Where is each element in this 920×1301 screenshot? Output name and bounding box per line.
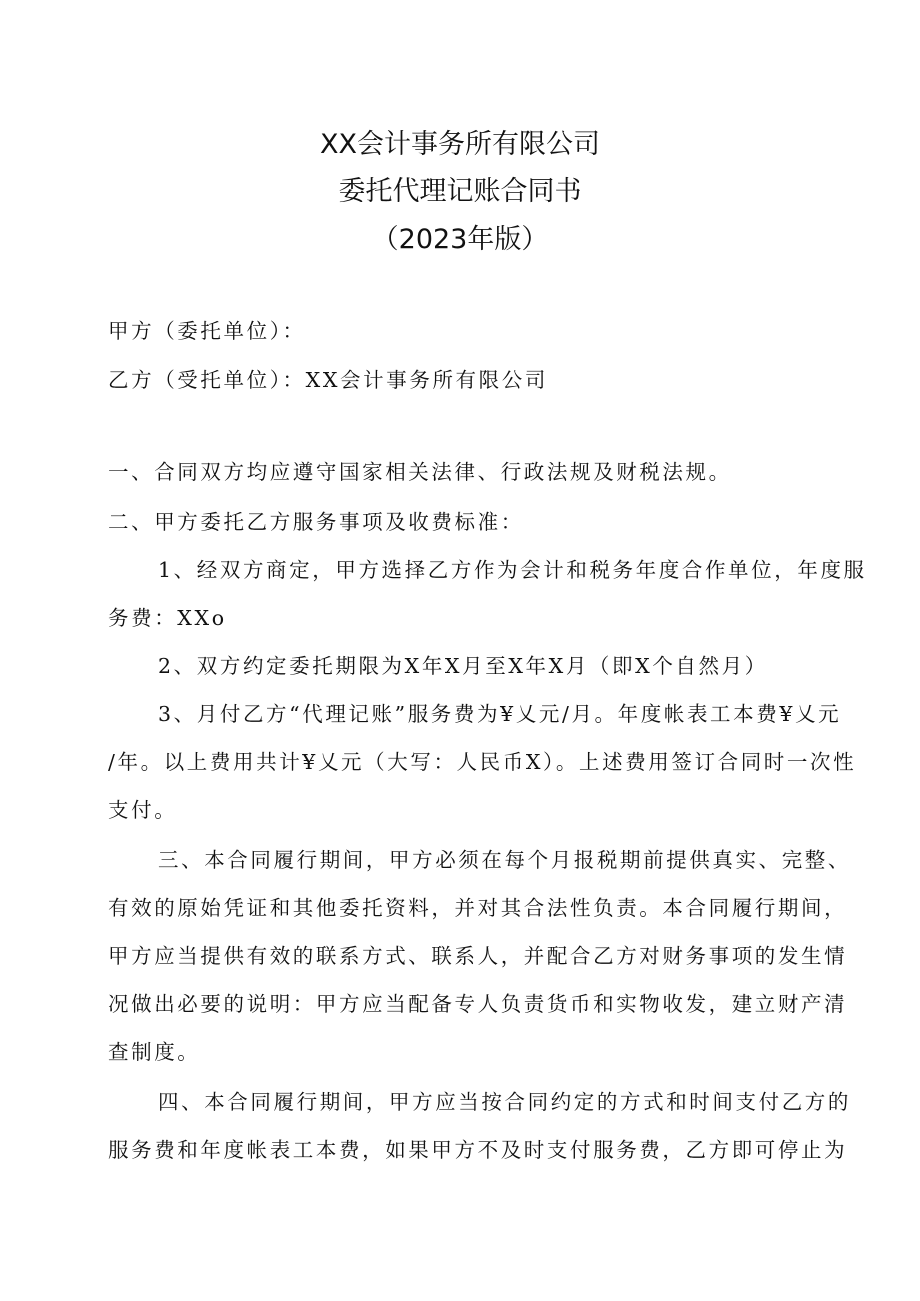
clause-2-item-1-line: 务费：XXo xyxy=(108,606,227,630)
clause-4-line: 服务费和年度帐表工本费，如果甲方不及时支付服务费，乙方即可停止为 xyxy=(108,1138,848,1162)
clause-2-item-3-line: 支付。 xyxy=(108,798,178,822)
document-title-contract: 委托代理记账合同书 xyxy=(338,176,582,207)
clause-2-item-3-line: /年。以上费用共计¥乂元（大写：人民币X）。上述费用签订合同时一次性 xyxy=(108,750,857,774)
document-title-version: （2023年版） xyxy=(371,224,549,255)
clause-3-line: 查制度。 xyxy=(108,1040,201,1064)
clause-2-item-3-line: 3、月付乙方“代理记账”服务费为¥乂元/月。年度帐表工本费¥乂元 xyxy=(158,702,842,726)
clause-1-line: 一、合同双方均应遵守国家相关法律、行政法规及财税法规。 xyxy=(108,460,732,484)
clause-3-line: 三、本合同履行期间，甲方必须在每个月报税期前提供真实、完整、 xyxy=(158,848,851,872)
clause-2-item-2-line: 2、双方约定委托期限为X年X月至X年X月（即X个自然月） xyxy=(158,654,768,678)
clause-3-line: 有效的原始凭证和其他委托资料，并对其合法性负责。本合同履行期间， xyxy=(108,896,848,920)
clause-2-heading: 二、甲方委托乙方服务事项及收费标准： xyxy=(108,510,524,534)
clause-3-line: 况做出必要的说明：甲方应当配备专人负责货币和实物收发，建立财产清 xyxy=(108,992,848,1016)
party-b-line: 乙方（受托单位）：XX会计事务所有限公司 xyxy=(108,368,548,392)
party-a-line: 甲方（委托单位）： xyxy=(108,319,306,343)
clause-2-item-1-line: 1、经双方商定，甲方选择乙方作为会计和税务年度合作单位，年度服 xyxy=(158,558,867,582)
clause-3-line: 甲方应当提供有效的联系方式、联系人，并配合乙方对财务事项的发生情 xyxy=(108,944,848,968)
document-title-company: XX会计事务所有限公司 xyxy=(320,129,600,160)
clause-4-line: 四、本合同履行期间，甲方应当按合同约定的方式和时间支付乙方的 xyxy=(158,1090,851,1114)
